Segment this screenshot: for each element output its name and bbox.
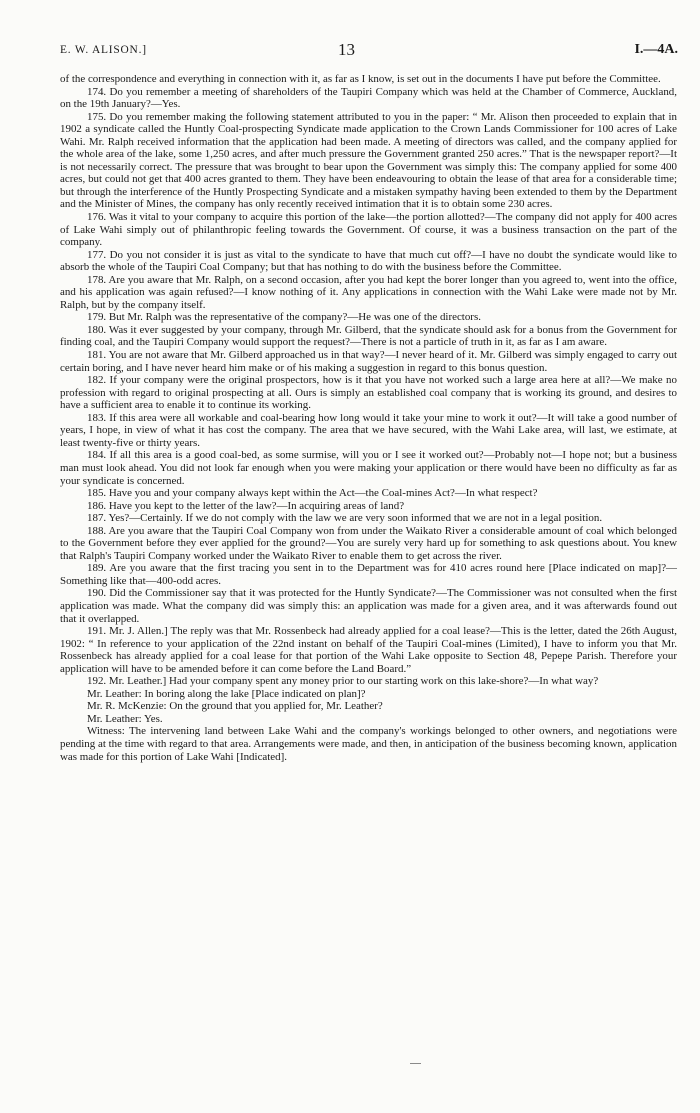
paragraph-continuation: of the correspondence and everything in connection with it, as far as I know, is set out in the documents I have put before the Committee. [60, 73, 661, 85]
dialogue-witness: Witness: The intervening land between Lake Wahi and the company's workings belonged to other owners, and negotiations were pending at the time with regard to that area. Arrangements were made, and then, in anticipation of the business becoming known, application was made for this portion of Lake Wahi [Indicated]. [60, 725, 677, 763]
question-176: 176. Was it vital to your company to acquire this portion of the lake—the portion allotted?—The company did not apply for 400 acres of Lake Wahi simply out of philanthropic feeling towards the Government. Of course, it was a business transaction on the part of the company. [60, 211, 677, 249]
document-reference: I.—4A. [634, 42, 678, 57]
footer-rule [410, 1063, 421, 1064]
question-180: 180. Was it ever suggested by your company, through Mr. Gilberd, that the syndicate should ask for a bonus from the Government for finding coal, and the Taupiri Company would support the request?—There is not a particle of truth in it, as far as I am aware. [60, 323, 677, 349]
page-header [60, 40, 678, 64]
question-182: 182. If your company were the original prospectors, how is it that you have not worked such a large area here at all?—We make no profession with regard to original prospecting at all. Ours is simply an established coal company that is working its ground, and desires to have a sufficient area to enable it to continue its working. [60, 374, 677, 412]
question-174: 174. Do you remember a meeting of shareholders of the Taupiri Company which was held at the Chamber of Commerce, Auckland, on the 19th January?—Yes. [60, 85, 677, 111]
question-188: 188. Are you aware that the Taupiri Coal Company won from under the Waikato River a considerable amount of coal which belonged to the Government before they ever applied for the ground?—You are surely very hard up for something to ask questions about. You knew that Ralph's Taupiri Company worked under the Waikato River to enable them to get across the river. [60, 524, 677, 562]
question-181: 181. You are not aware that Mr. Gilberd approached us in that way?—I never heard of it. Mr. Gilberd was simply engaged to carry out certain boring, and I have never heard him make or of his making a suggestion in regard to this bonus question. [60, 349, 677, 374]
question-191: 191. Mr. J. Allen.] The reply was that Mr. Rossenbeck had already applied for a coal lease?—This is the letter, dated the 26th August, 1902: “ In reference to your application of the 22nd instant on behalf of the Taupiri Coal-mines (Limited), I have to inform you that Mr. Rossenbeck has already applied for a coal lease for that portion of the Wahi Lake opposite to Section 48, Pepepe Parish. Therefore your application will have to be amended before it can come before the Land Board.” [60, 625, 677, 675]
question-175: 175. Do you remember making the following statement attributed to you in the paper: “ Mr. Alison then proceeded to explain that in 1902 a syndicate called the Huntly Coal-prospecting Syndicate made application to the Crown Lands Commissioner for 100 acres of Lake Wahi. Mr. Ralph received information that the application had been made. A meeting of directors was called, and the company applied for the whole area of the lake, some 1,250 acres, and after much pressure the Government granted 250 acres.” That is the newspaper report?—It is not necessarily correct. The pressure that was brought to bear upon the Government was simply this: The company applied for some 400 acres, but could not get that 400 acres granted to them. They have been endeavouring to obtain the lease of that area for a considerable time; but through the interference of the Huntly Prospecting Syndicate and a mistaken sympathy having been extended to them by the Department and the Minister of Mines, the company has only recently received intimation that it is to obtain some 230 acres. [60, 110, 677, 211]
question-185: 185. Have you and your company always kept within the Act—the Coal-mines Act?—In what respect? [87, 487, 538, 500]
question-192: 192. Mr. Leather.] Had your company spent any money prior to our starting work on this lake-shore?—In what way? [87, 675, 599, 688]
question-179: 179. But Mr. Ralph was the representative of the company?—He was one of the directors. [87, 311, 481, 324]
question-184: 184. If all this area is a good coal-bed, as some surmise, will you or I see it worked out?—Probably not—I hope not; but a business man must look ahead. You did not look far enough when you were making your application or there would have been no difficulty as far as your syndicate is concerned. [60, 449, 677, 487]
dialogue-mr-leather: Mr. Leather: In boring along the lake [Place indicated on plan]? [87, 687, 366, 700]
question-183: 183. If this area were all workable and coal-bearing how long would it take your mine to work it out?—It will take a good number of years, I hope, in view of what it has cost the company. The area that we have secured, with the Wahi Lake area, will last, we estimate, at least twenty-five or thirty years. [60, 411, 677, 449]
question-178: 178. Are you aware that Mr. Ralph, on a second occasion, after you had kept the borer longer than you agreed to, went into the office, and his application was again refused?—I know nothing of it. Any applications in connection with the Wahi Lake were made not by Mr. Ralph, but by the company itself. [60, 273, 677, 311]
header-witness-name: E. W. ALISON.] [60, 44, 147, 56]
dialogue-mr-leather-reply: Mr. Leather: Yes. [87, 712, 163, 725]
question-186: 186. Have you kept to the letter of the law?—In acquiring areas of land? [87, 499, 405, 512]
question-177: 177. Do you not consider it is just as vital to the syndicate to have that much cut off?—I have no doubt the syndicate would like to absorb the whole of the Taupiri Coal Company; but that has nothing to do with the business before the Committee. [60, 248, 677, 274]
page-number: 13 [338, 40, 355, 59]
document-body [60, 73, 677, 763]
question-189: 189. Are you aware that the first tracing you sent in to the Department was for 410 acres round here [Place indicated on map]?—Something like that—400-odd acres. [60, 562, 677, 587]
dialogue-mr-mckenzie: Mr. R. McKenzie: On the ground that you applied for, Mr. Leather? [87, 700, 383, 713]
question-190: 190. Did the Commissioner say that it was protected for the Huntly Syndicate?—The Commissioner was not consulted when the first application was made. What the company did was simply this: an application was made for a given area, and it was afterwards found out that it overlapped. [60, 587, 677, 625]
question-187: 187. Yes?—Certainly. If we do not comply with the law we are very soon informed that we are not in a legal position. [87, 512, 603, 525]
